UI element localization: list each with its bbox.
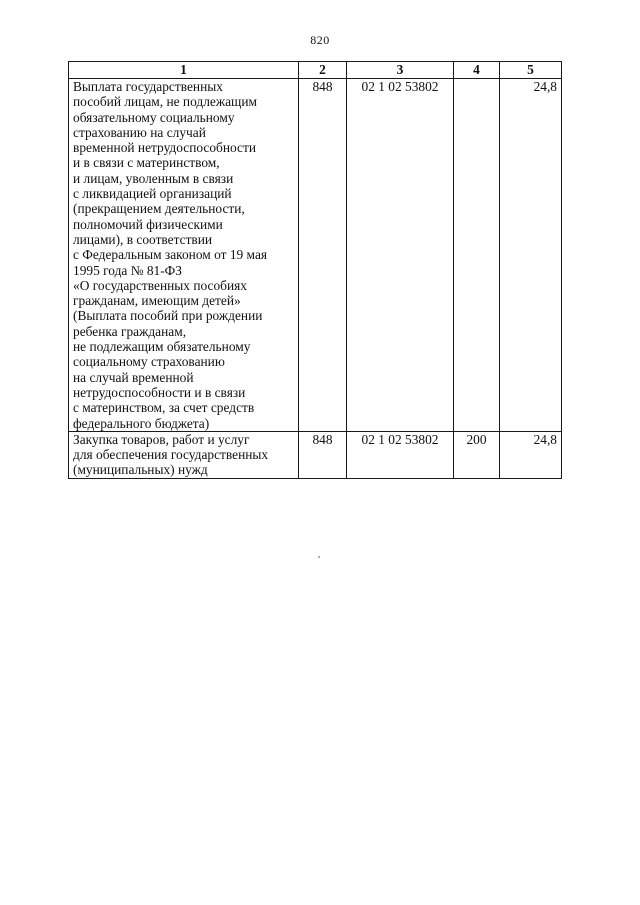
table-row	[69, 431, 562, 478]
page-number: 820	[310, 33, 330, 47]
column-header-4: 4	[454, 62, 500, 79]
amount-cell: 24,8	[500, 79, 562, 432]
column-header-2: 2	[299, 62, 347, 79]
ministry-code-cell: 848	[299, 79, 347, 432]
row-name-cell: Выплата государственных пособий лицам, не подлежащим обязательному социальному страхованию на случай временной нетрудоспособности и в связи с материнством, и лицам, уволенным в связи с ликвидацией организаций (прекращением деятельности, полномочий физическими лицами), в соответствии с Федеральным законом от 19 мая 1995 года № 81-ФЗ «О государственных пособиях гражданам, имеющим детей» (Выплата пособий при рождении ребенка гражданам, не подлежащим обязательному социальному страхованию на случай временной нетрудоспособности и в связи с материнством, за счет средств федерального бюджета)	[69, 79, 299, 432]
row-name-cell: Закупка товаров, работ и услуг для обеспечения государственных (муниципальных) нужд	[69, 431, 299, 478]
column-header-3: 3	[347, 62, 454, 79]
table-header-row	[69, 62, 562, 79]
table-row	[69, 79, 562, 432]
budget-table	[68, 61, 562, 479]
target-code-cell: 02 1 02 53802	[347, 79, 454, 432]
expense-type-cell	[454, 79, 500, 432]
column-header-1: 1	[69, 62, 299, 79]
expense-type-cell: 200	[454, 431, 500, 478]
column-header-5: 5	[500, 62, 562, 79]
target-code-cell: 02 1 02 53802	[347, 431, 454, 478]
ministry-code-cell: 848	[299, 431, 347, 478]
amount-cell: 24,8	[500, 431, 562, 478]
scan-speck	[318, 556, 320, 558]
